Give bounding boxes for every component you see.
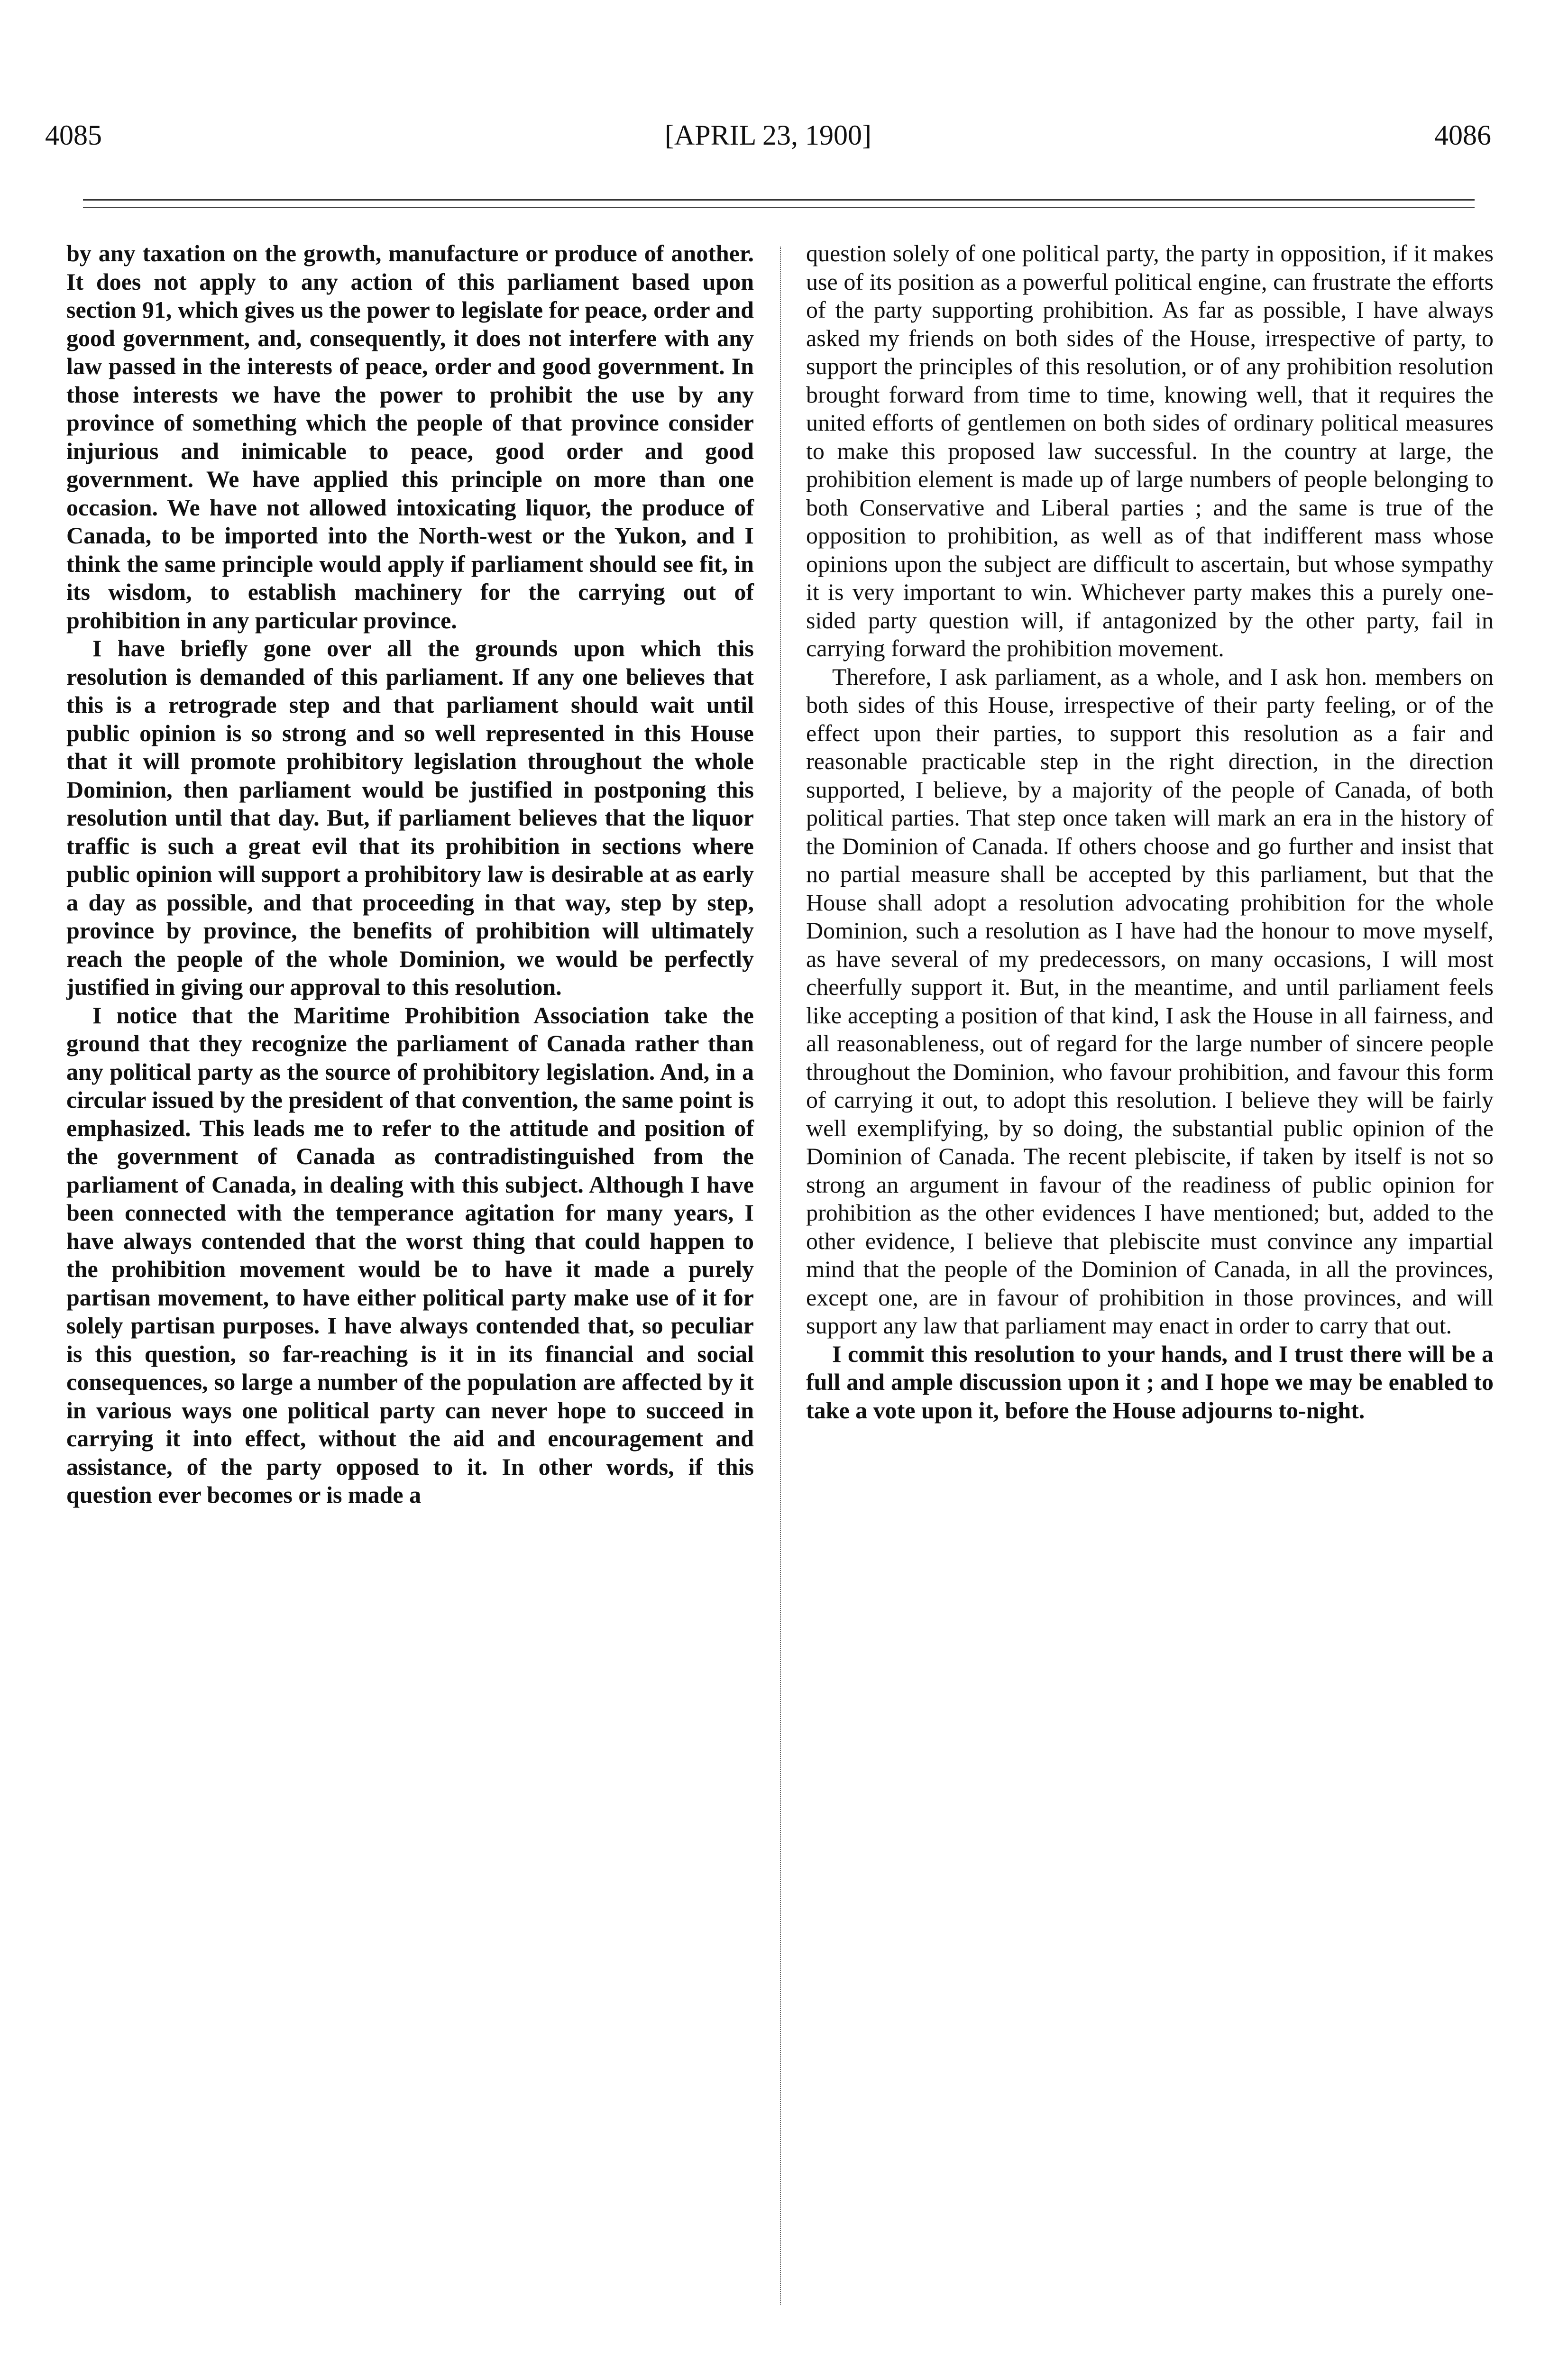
left-paragraph-2: I have briefly gone over all the grounds upon which this resolution is demanded of this parliament. If any one believes that this is a retrograde step and that parliament should wait until public opinion is so strong and so well represented in this House that it will promote prohibitory legislation throughout the whole Dominion, then parliament would be justified in postponing this resolution until that day. But, if parliament believes that the liquor traffic is such a great evil that its prohibition in sections where public opinion will support a prohibitory law is desirable at as early a day as possible, and that proceeding in that way, step by step, province by province, the benefits of prohibition will ultimately reach the people of the whole Dominion, we would be perfectly justified in giving our approval to this resolution. xyxy=(66,635,754,1000)
header-date: [APRIL 23, 1900] xyxy=(664,119,872,151)
left-paragraph-1: by any taxation on the growth, manufacture or produce of another. It does not apply to any action of this parliament based upon section 91, which gives us the power to legislate for peace, order and good government, and, consequently, it does not interfere with any law passed in the interests of peace, order and good government. In those interests we have the power to prohibit the use by any province of something which the people of that province consider injurious and inimicable to peace, good order and good government. We have applied this principle on more than one occasion. We have not allowed intoxicating liquor, the produce of Canada, to be imported into the North-west or the Yukon, and I think the same principle would apply if parliament should see fit, in its wisdom, to establish machinery for the carrying out of prohibition in any particular province. xyxy=(66,240,754,634)
page-header xyxy=(45,111,1491,159)
header-rule xyxy=(83,199,1475,201)
left-page-number: 4085 xyxy=(45,119,102,151)
column-divider xyxy=(780,247,781,2305)
header-rule-thin xyxy=(83,207,1475,208)
left-paragraph-3: I notice that the Maritime Prohibition Association take the ground that they recognize the parliament of Canada rather than any political party as the source of prohibitory legislation. And, in a circular issued by the president of that convention, the same point is emphasized. This leads me to refer to the attitude and position of the government of Canada as contradistinguished from the parliament of Canada, in dealing with this subject. Although I have been connected with the temperance agitation for many years, I have always contended that the worst thing that could happen to the prohibition movement would be to have it made a purely partisan movement, to have either political party make use of it for solely partisan purposes. I have always contended that, so peculiar is this question, so far-reaching is it in its financial and social consequences, so large a number of the population are affected by it in various ways one political party can never hope to succeed in carrying it into effect, without the aid and encouragement and assistance, of the party opposed to it. In other words, if this question ever becomes or is made a xyxy=(66,1002,754,1508)
right-column xyxy=(806,239,1494,1424)
left-column xyxy=(66,239,754,1509)
right-paragraph-1: question solely of one political party, the party in opposition, if it makes use of its position as a powerful political engine, can frustrate the efforts of the party supporting prohibition. As far as possible, I have always asked my friends on both sides of the House, irrespective of party, to support the principles of this resolution, or of any prohibition resolution brought forward from time to time, knowing well, that it requires the united efforts of gentlemen on both sides of ordinary political measures to make this proposed law successful. In the country at large, the prohibition element is made up of large numbers of people belonging to both Conservative and Liberal parties ; and the same is true of the opposition to prohibition, as well as of that indifferent mass whose opinions upon the subject are difficult to ascertain, but whose sympathy it is very important to win. Whichever party makes this a purely one-sided party question will, if antagonized by the other party, fail in carrying forward the prohibition movement. xyxy=(806,240,1494,662)
right-page-number: 4086 xyxy=(1434,119,1491,151)
right-paragraph-3: I commit this resolution to your hands, and I trust there will be a full and ample discussion upon it ; and I hope we may be enabled to take a vote upon it, before the House adjourns to-night. xyxy=(806,1340,1494,1424)
right-paragraph-2: Therefore, I ask parliament, as a whole, and I ask hon. members on both sides of this House, irrespective of their party feeling, or of the effect upon their parties, to support this resolution as a fair and reasonable practicable step in the right direction, in the direction supported, I believe, by a majority of the people of Canada, of both political parties. That step once taken will mark an era in the history of the Dominion of Canada. If others choose and go further and insist that no partial measure shall be accepted by this parliament, but that the House shall adopt a resolution advocating prohibition for the whole Dominion, such a resolution as I have had the honour to move myself, as have several of my predecessors, on many occasions, I will most cheerfully support it. But, in the meantime, and until parliament feels like accepting a position of that kind, I ask the House in all fairness, and all reasonableness, out of regard for the large number of sincere people throughout the Dominion, who favour prohibition, and favour this form of carrying it out, to adopt this resolution. I believe they will be fairly well exemplifying, by so doing, the substantial public opinion of the Dominion of Canada. The recent plebiscite, if taken by itself is not so strong an argument in favour of the readiness of public opinion for prohibition as the other evidences I have mentioned; but, added to the other evidence, I believe that plebiscite must convince any impartial mind that the people of the Dominion of Canada, in all the provinces, except one, are in favour of prohibition in those provinces, and will support any law that parliament may enact in order to carry that out. xyxy=(806,663,1494,1339)
